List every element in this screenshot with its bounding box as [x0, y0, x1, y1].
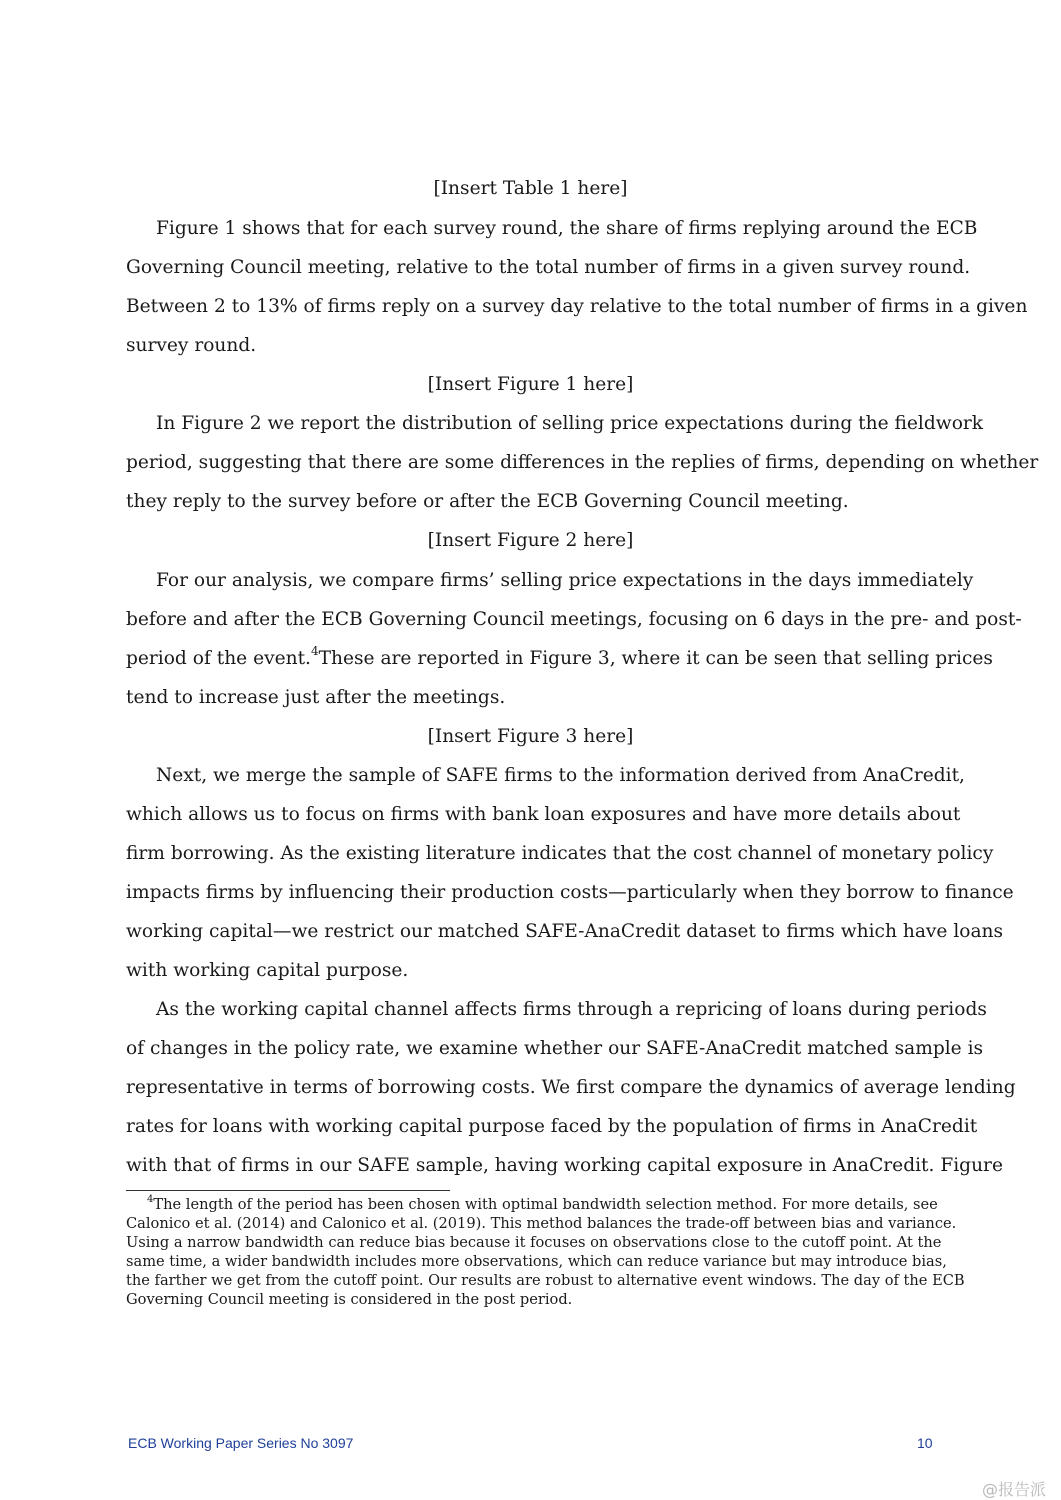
text-line: rates for loans with working capital purpose faced by the population of firms in AnaCredit: [126, 1116, 978, 1137]
text-line: which allows us to focus on firms with bank loan exposures and have more details about: [126, 804, 961, 825]
text-line: they reply to the survey before or after the ECB Governing Council meeting.: [126, 491, 849, 512]
text-line: period, suggesting that there are some differences in the replies of firms, depending on whether: [126, 452, 1039, 473]
footnote-reference[interactable]: 4: [310, 643, 319, 658]
text-line: with working capital purpose.: [126, 960, 409, 981]
footnote-number: 4: [147, 1194, 154, 1206]
figure-3-placeholder: [Insert Figure 3 here]: [427, 726, 634, 747]
text-line: tend to increase just after the meetings.: [126, 687, 506, 708]
text-segment: These are reported in Figure 3, where it can be seen that selling prices: [318, 648, 993, 669]
text-line: of changes in the policy rate, we examine whether our SAFE-AnaCredit matched sample is: [126, 1038, 984, 1059]
text-segment: [126, 643, 319, 670]
text-line: Figure 1 shows that for each survey round, the share of firms replying around the ECB: [156, 218, 978, 239]
text-line: [126, 643, 993, 670]
text-line: survey round.: [126, 335, 257, 356]
footnote-line: Using a narrow bandwidth can reduce bias because it focuses on observations close to the cutoff point. At the: [126, 1234, 942, 1251]
footer-series-title: ECB Working Paper Series No 3097: [128, 1435, 354, 1451]
figure-2-placeholder: [Insert Figure 2 here]: [427, 530, 634, 551]
footer-page-number: 10: [917, 1435, 933, 1451]
watermark: @报告派: [982, 1480, 1047, 1499]
figure-1-placeholder: [Insert Figure 1 here]: [427, 374, 634, 395]
text-line: Between 2 to 13% of firms reply on a survey day relative to the total number of firms in a given: [126, 296, 1028, 317]
text-line: firm borrowing. As the existing literature indicates that the cost channel of monetary policy: [126, 843, 994, 864]
text-fragment: period of the event.: [126, 648, 311, 669]
footnote-line: [147, 1194, 938, 1214]
footnote-line: Governing Council meeting is considered in the post period.: [126, 1291, 573, 1308]
text-line: Next, we merge the sample of SAFE firms to the information derived from AnaCredit,: [156, 765, 965, 786]
text-line: In Figure 2 we report the distribution of selling price expectations during the fieldwork: [156, 413, 984, 434]
text-line: representative in terms of borrowing costs. We first compare the dynamics of average lending: [126, 1077, 1016, 1098]
text-line: Governing Council meeting, relative to the total number of firms in a given survey round.: [126, 257, 971, 278]
footnote-text: The length of the period has been chosen with optimal bandwidth selection method. For more details, see: [153, 1196, 938, 1213]
text-line: before and after the ECB Governing Council meetings, focusing on 6 days in the pre- and post-: [126, 609, 1022, 630]
text-line: with that of firms in our SAFE sample, having working capital exposure in AnaCredit. Figure: [126, 1155, 1003, 1176]
footnote-line: same time, a wider bandwidth includes more observations, which can reduce variance but may introduce bias,: [126, 1253, 947, 1270]
footnote-line: the farther we get from the cutoff point. Our results are robust to alternative event windows. The day of the ECB: [126, 1272, 965, 1289]
text-line: As the working capital channel affects firms through a repricing of loans during periods: [156, 999, 987, 1020]
text-line: working capital—we restrict our matched SAFE-AnaCredit dataset to firms which have loans: [126, 921, 1004, 942]
text-line: impacts firms by influencing their production costs—particularly when they borrow to finance: [126, 882, 1014, 903]
text-line: For our analysis, we compare firms’ selling price expectations in the days immediately: [156, 570, 974, 591]
footnote-divider: [126, 1190, 450, 1191]
footnote-line: Calonico et al. (2014) and Calonico et al. (2019). This method balances the trade-off between bias and variance.: [126, 1215, 957, 1232]
table-1-placeholder: [Insert Table 1 here]: [433, 178, 628, 199]
